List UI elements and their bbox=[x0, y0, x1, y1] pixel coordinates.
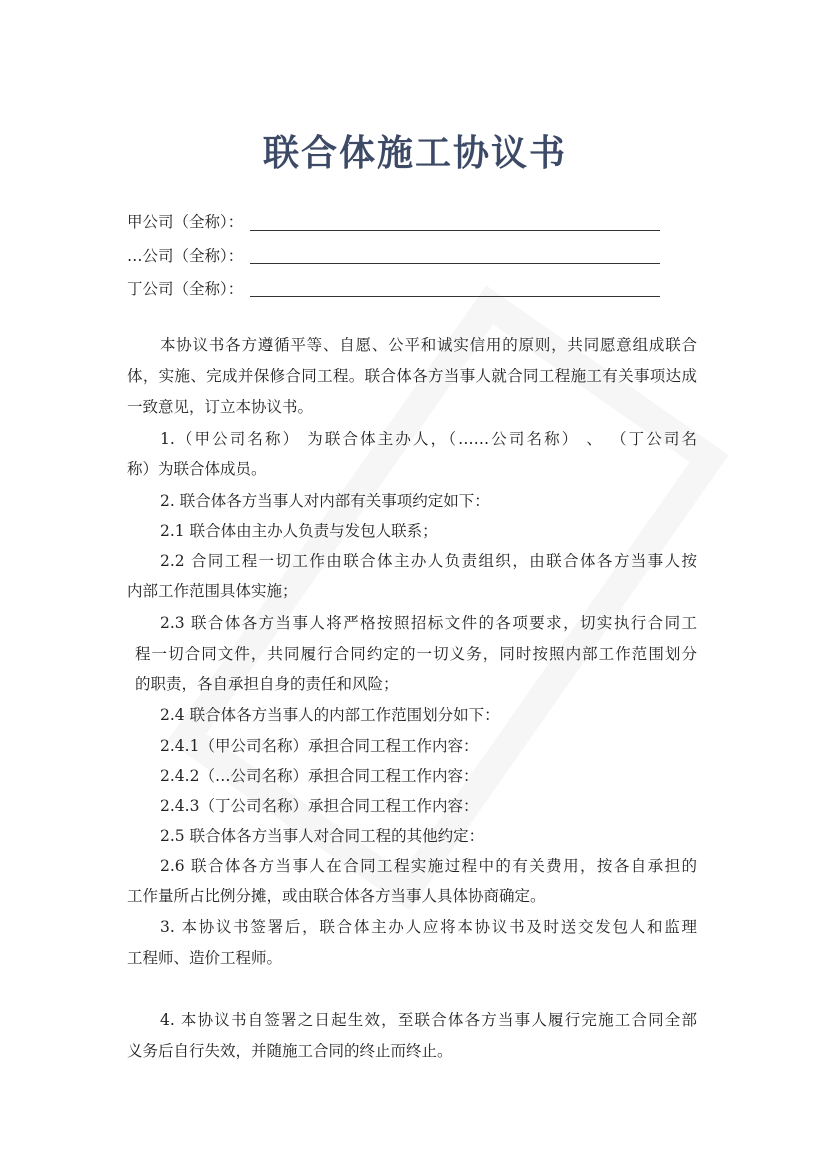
text-line: 4. 本协议书自签署之日起生效，至联合体各方当事人履行完施工合同全部 bbox=[160, 1011, 697, 1029]
party-b-label: …公司（全称）： bbox=[127, 247, 244, 265]
text-line: 2. 联合体各方当事人对内部有关事项约定如下： bbox=[160, 492, 490, 510]
text-line: 2.6 联合体各方当事人在合同工程实施过程中的有关费用，按各自承担的 bbox=[160, 857, 697, 875]
text-line: 称）为联合体成员。 bbox=[127, 460, 267, 478]
text-line: 2.4.2（…公司名称）承担合同工程工作内容： bbox=[160, 767, 479, 785]
text-line: 体，实施、完成并保修合同工程。联合体各方当事人就合同工程施工有关事项达成 bbox=[127, 367, 697, 385]
text-line: 本协议书各方遵循平等、自愿、公平和诚实信用的原则，共同愿意组成联合 bbox=[160, 336, 697, 354]
text-line: 2.4.3（丁公司名称）承担合同工程工作内容： bbox=[160, 797, 479, 815]
text-line: 一致意见，订立本协议书。 bbox=[127, 398, 314, 416]
text-line: 2.2 合同工程一切工作由联合体主办人负责组织，由联合体各方当事人按 bbox=[160, 552, 697, 570]
text-line: 1.（甲公司名称） 为联合体主办人，（……公司名称） 、 （丁公司名 bbox=[160, 430, 697, 448]
page-title: 联合体施工协议书 bbox=[262, 133, 567, 174]
text-line: 义务后自行失效，并随施工合同的终止而终止。 bbox=[127, 1042, 453, 1060]
text-line: 工程师、造价工程师。 bbox=[127, 949, 283, 967]
party-b-blank[interactable] bbox=[250, 263, 660, 264]
text-line: 3. 本协议书签署后，联合体主办人应将本协议书及时送交发包人和监理 bbox=[160, 918, 697, 936]
text-line: 内部工作范围具体实施； bbox=[127, 582, 298, 600]
text-line: 2.1 联合体由主办人负责与发包人联系； bbox=[160, 522, 438, 540]
text-line: 的职责，各自承担自身的责任和风险； bbox=[135, 675, 399, 693]
party-a-blank[interactable] bbox=[250, 230, 660, 231]
party-d-label: 丁公司（全称）： bbox=[127, 280, 244, 298]
party-d-blank[interactable] bbox=[250, 296, 660, 297]
party-a-label: 甲公司（全称）： bbox=[127, 213, 244, 231]
text-line: 程一切合同文件，共同履行合同约定的一切义务，同时按照内部工作范围划分 bbox=[135, 645, 697, 663]
text-line: 2.3 联合体各方当事人将严格按照招标文件的各项要求，切实执行合同工 bbox=[160, 614, 697, 632]
text-line: 2.4 联合体各方当事人的内部工作范围划分如下： bbox=[160, 706, 500, 724]
text-line: 2.5 联合体各方当事人对合同工程的其他约定： bbox=[160, 827, 485, 845]
text-line: 工作量所占比例分摊，或由联合体各方当事人具体协商确定。 bbox=[127, 887, 546, 905]
text-line: 2.4.1（甲公司名称）承担合同工程工作内容： bbox=[160, 737, 479, 755]
